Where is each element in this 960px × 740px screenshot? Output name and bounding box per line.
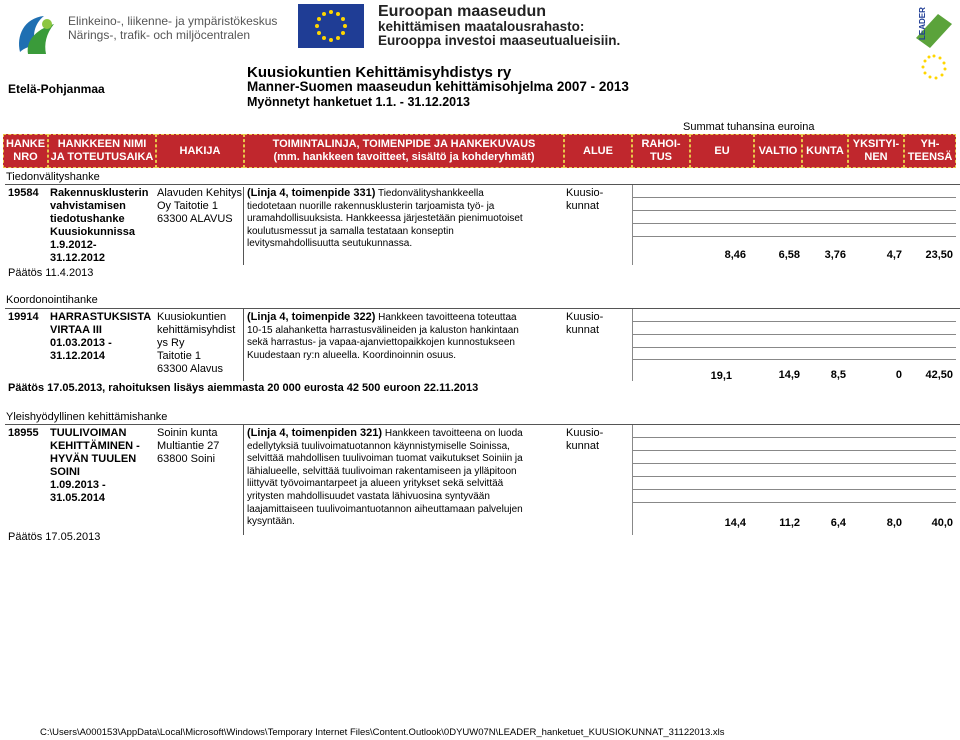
description-line: selvittää mahdollisen tuulivoiman tuomat vaikutukset Soiniin ja <box>247 453 523 465</box>
applicant <box>157 427 219 466</box>
decision-date: Päätös 17.05.2013, rahoituksen lisäys aiemmasta 20 000 eurosta 42 500 euroon 22.11.2013 <box>8 382 479 394</box>
applicant-line: 63300 Alavus <box>157 363 224 375</box>
description-line: levitysmahdollisuutta seutukunnassa. <box>247 238 413 250</box>
project-name-line: tiedotushanke <box>50 213 125 225</box>
organization-title: Kuusiokuntien Kehittämisyhdistys ry <box>247 64 512 81</box>
section-title: Koordonointihanke <box>6 294 98 306</box>
applicant-line: Multiantie 27 <box>157 440 220 452</box>
section-title: Tiedonvälityshanke <box>6 171 100 183</box>
col-yksityinen-1: YKSITYI- <box>852 138 900 150</box>
col-kunta-label: KUNTA <box>806 144 844 157</box>
project-name-line: SOINI <box>50 466 80 478</box>
project-name <box>50 427 140 505</box>
description-line: lähialueelle, selvittää tuulivoiman rakentamiseen ja ylläpitoon <box>247 465 517 477</box>
description-line: kysyntään. <box>247 516 295 528</box>
column-divider <box>243 309 244 381</box>
granted-period: Myönnetyt hanketuet 1.1. - 31.12.2013 <box>247 95 471 109</box>
value-yhteensa: 40,0 <box>931 517 953 529</box>
area-line: kunnat <box>566 440 600 452</box>
value-yhteensa: 23,50 <box>925 249 953 261</box>
grid-line <box>632 437 956 438</box>
grid-line <box>632 502 956 503</box>
col-hakija-label: HAKIJA <box>179 144 221 157</box>
col-nimi-2: JA TOTEUTUSAIKA <box>50 151 154 163</box>
applicant-line: Alavuden Kehitys <box>157 187 242 199</box>
col-eu-label: EU <box>714 144 730 157</box>
eu-fund-text <box>378 3 620 48</box>
area-line: kunnat <box>566 200 600 212</box>
grid-line <box>632 489 956 490</box>
project-name-line: 01.03.2013 - <box>50 337 112 349</box>
value-eu: 8,46 <box>724 249 746 261</box>
ely-line-2: Närings-, trafik- och miljöcentralen <box>68 27 251 42</box>
description-line: Tiedonvälityshankkeella <box>377 188 484 199</box>
project-number: 18955 <box>8 427 39 439</box>
col-toim-1: TOIMINTALINJA, TOIMENPIDE JA HANKEKUVAUS <box>272 138 536 150</box>
col-alue-label: ALUE <box>583 144 613 157</box>
col-rahoitus-2: TUS <box>649 151 672 163</box>
project-name-line: 1.9.2012- <box>50 239 97 251</box>
col-rahoitus <box>632 134 690 168</box>
description-line: Kuudestaan ry:n alueella. Koordinoinnin osuus. <box>247 349 457 361</box>
programme-subtitle: Manner-Suomen maaseudun kehittämisohjelma 2007 - 2013 <box>247 79 629 94</box>
area <box>566 427 603 453</box>
col-kunta <box>802 134 848 168</box>
area-line: Kuusio- <box>566 311 604 323</box>
description-line: Hankkeen tavoitteena on luoda <box>384 428 523 439</box>
grid-line <box>632 347 956 348</box>
project-name-line: vahvistamisen <box>50 200 126 212</box>
description-line: laajamittaiseen tuulivoimantuotannon aiheuttamaan palvelujen <box>247 503 523 515</box>
col-nimi-1: HANKKEEN NIMI <box>57 138 147 150</box>
col-eu <box>690 134 754 168</box>
grid-line <box>632 425 633 535</box>
area-line: kunnat <box>566 324 600 336</box>
column-divider <box>243 425 244 535</box>
file-path-footer: C:\Users\A000153\AppData\Local\Microsoft\Windows\Temporary Internet Files\Content.Outlook\0DYUW07N\LEADER_hanketuet_KUUSIOKUNNAT_31122013.xls <box>40 727 725 738</box>
applicant <box>157 311 235 376</box>
project-description <box>247 187 565 251</box>
applicant-line: Taitotie 1 <box>157 350 202 362</box>
value-eu: 14,4 <box>724 517 746 529</box>
grid-line <box>632 334 956 335</box>
project-name-line: HARRASTUKSISTA <box>50 311 152 323</box>
eu-flag-icon <box>298 4 364 48</box>
col-yhteensa-1: YH- <box>920 138 940 150</box>
area-line: Kuusio- <box>566 427 604 439</box>
value-yksityinen: 0 <box>895 369 902 381</box>
sums-note: Summat tuhansina euroina <box>683 121 815 133</box>
project-name-line: 31.12.2012 <box>50 252 106 264</box>
col-valtio <box>754 134 802 168</box>
value-yksityinen: 8,0 <box>886 517 902 529</box>
line-measure: (Linja 4, toimenpiden 321) <box>247 427 383 439</box>
grid-line <box>632 309 633 381</box>
value-eu: 19,1 <box>710 370 732 382</box>
description-line: 10-15 alahanketta harrastusvälineiden ja kaluston hankintaan <box>247 324 519 336</box>
grid-line <box>632 236 956 237</box>
eu-line-1: Euroopan maaseudun <box>378 3 547 20</box>
col-yhteensa-2: TEENSÄ <box>907 151 953 163</box>
col-hanke-nro <box>3 134 48 168</box>
grid-line <box>632 197 956 198</box>
applicant-line: 63800 Soini <box>157 453 216 465</box>
grid-line <box>632 223 956 224</box>
project-name <box>50 187 148 265</box>
applicant-line: kehittämisyhdist <box>157 324 236 336</box>
applicant-line: ys Ry <box>157 337 185 349</box>
project-name-line: KEHITTÄMINEN - <box>50 440 140 452</box>
eu-line-2: kehittämisen maatalousrahasto: <box>378 19 585 34</box>
line-measure: (Linja 4, toimenpide 322) <box>247 311 376 323</box>
applicant-line: Oy Taitotie 1 <box>157 200 218 212</box>
project-description <box>247 427 565 529</box>
applicant-line: Soinin kunta <box>157 427 218 439</box>
applicant <box>157 187 242 226</box>
project-name-line: 31.12.2014 <box>50 350 106 362</box>
value-yksityinen: 4,7 <box>886 249 902 261</box>
region-label: Etelä-Pohjanmaa <box>8 82 105 96</box>
project-name-line: 31.05.2014 <box>50 492 106 504</box>
area <box>566 187 603 213</box>
col-hanke-nro-1: HANKE <box>5 138 46 150</box>
col-alue <box>564 134 632 168</box>
grid-line <box>632 359 956 360</box>
grid-line <box>632 321 956 322</box>
project-name-line: Rakennusklusterin <box>50 187 149 199</box>
col-rahoitus-1: RAHOI- <box>641 138 681 150</box>
col-hakija <box>156 134 244 168</box>
col-hankkeen-nimi <box>48 134 156 168</box>
description-line: tiedotetaan nuorille rakennusklusterin tarjoamista työ- ja <box>247 200 495 212</box>
project-name-line: HYVÄN TUULEN <box>50 453 137 465</box>
area-line: Kuusio- <box>566 187 604 199</box>
col-hanke-nro-2: NRO <box>13 151 38 163</box>
description-line: yritysten mahdollisuudet vastata lähivuosina syntyvään <box>247 490 490 502</box>
value-kunta: 3,76 <box>824 249 846 261</box>
project-name <box>50 311 151 363</box>
description-line: sekä harrastus- ja vapaa-ajanviettopaikkojen kunnostukseen <box>247 337 515 349</box>
col-yksityinen-2: NEN <box>864 151 888 163</box>
grid-line <box>632 463 956 464</box>
project-name-line: TUULIVOIMAN <box>50 427 127 439</box>
leader-logo-icon <box>912 4 956 90</box>
column-divider <box>243 187 244 265</box>
project-description <box>247 311 565 362</box>
grid-line <box>632 450 956 451</box>
value-valtio: 6,58 <box>778 249 800 261</box>
area <box>566 311 603 337</box>
value-yhteensa: 42,50 <box>925 369 953 381</box>
line-measure: (Linja 4, toimenpide 331) <box>247 187 376 199</box>
col-yksityinen <box>848 134 904 168</box>
value-kunta: 6,4 <box>830 517 846 529</box>
description-line: Hankkeen tavoitteena toteuttaa <box>378 312 517 323</box>
description-line: uramahdollisuuksista. Hankkeessa järjestetään pienimuotoiset <box>247 213 523 225</box>
ely-line-1: Elinkeino-, liikenne- ja ympäristökeskus <box>68 14 278 28</box>
section-title: Yleishyödyllinen kehittämishanke <box>6 411 168 423</box>
value-valtio: 11,2 <box>779 517 800 529</box>
col-yhteensa <box>904 134 956 168</box>
decision-date: Päätös 11.4.2013 <box>8 267 94 279</box>
ely-logo-icon <box>14 12 60 58</box>
eu-line-3: Eurooppa investoi maaseutualueisiin. <box>378 33 621 49</box>
ely-logo-text <box>68 15 277 42</box>
description-line: koulutusmessut ja samalla testataan konseptin <box>247 225 454 237</box>
project-number: 19914 <box>8 311 39 323</box>
project-name-line: 1.09.2013 - <box>50 479 106 491</box>
col-toimintalinja <box>244 134 564 168</box>
project-name-line: VIRTAA III <box>50 324 102 336</box>
value-valtio: 14,9 <box>778 369 800 381</box>
leader-label: LEADER <box>918 7 927 40</box>
project-number: 19584 <box>8 187 39 199</box>
description-line: liittyvät työvoimantarpeet ja alueen yritykset sekä selvittää <box>247 478 504 490</box>
applicant-line: Kuusiokuntien <box>157 311 227 323</box>
applicant-line: 63300 ALAVUS <box>157 213 233 225</box>
decision-date: Päätös 17.05.2013 <box>8 531 101 543</box>
description-line: edellytyksiä tuulivoimatuotannon käynnistymiselle Soinissa, <box>247 440 510 452</box>
col-toim-2: (mm. hankkeen tavoitteet, sisältö ja kohderyhmät) <box>273 151 535 163</box>
grid-line <box>632 476 956 477</box>
project-name-line: Kuusiokunnissa <box>50 226 135 238</box>
value-kunta: 8,5 <box>830 369 846 381</box>
col-valtio-label: VALTIO <box>758 144 798 157</box>
grid-line <box>632 210 956 211</box>
